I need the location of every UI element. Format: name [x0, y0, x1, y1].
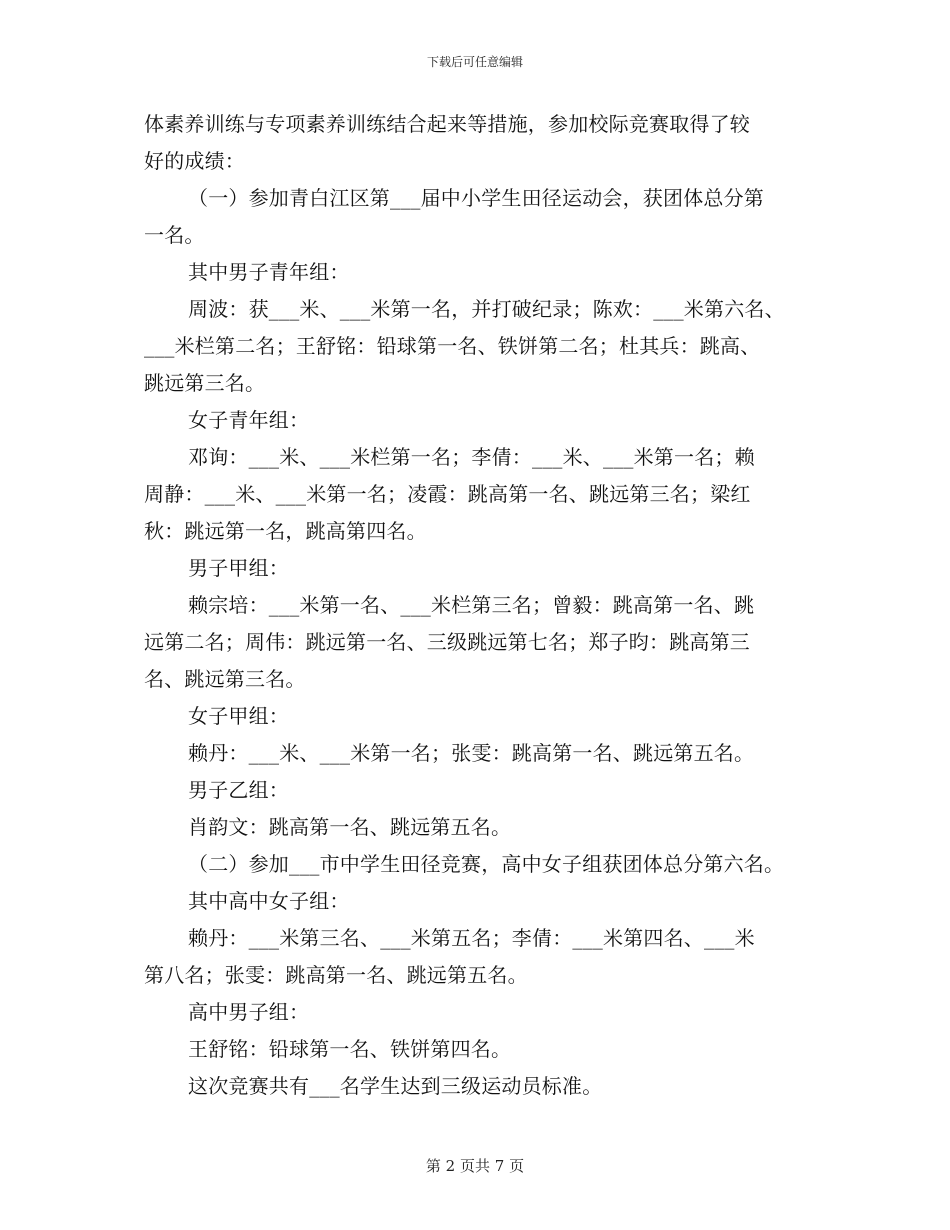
text-line-15: 远第二名；周伟：跳远第一名、三级跳远第七名；郑子昀：跳高第三	[144, 630, 750, 654]
text-line-24: 第八名；张雯：跳高第一名、跳远第五名。	[144, 963, 528, 987]
text-line-9: 女子青年组：	[188, 408, 310, 432]
text-line-4: 一名。	[144, 223, 205, 247]
text-line-26: 王舒铭：铅球第一名、铁饼第四名。	[188, 1037, 512, 1061]
text-line-17: 女子甲组：	[188, 704, 289, 728]
page-header-note: 下载后可任意编辑	[426, 55, 523, 69]
text-line-13: 男子甲组：	[188, 556, 289, 580]
text-line-21: （二）参加___市中学生田径竞赛，高中女子组获团体总分第六名。	[188, 852, 785, 876]
text-line-25: 高中男子组：	[188, 1000, 310, 1024]
text-line-2: 好的成绩：	[144, 149, 245, 173]
text-line-7: ___米栏第二名；王舒铭：铅球第一名、铁饼第二名；杜其兵：跳高、	[144, 334, 761, 358]
text-line-3: （一）参加青白江区第___届中小学生田径运动会，获团体总分第	[188, 186, 764, 210]
text-line-12: 秋：跳远第一名，跳高第四名。	[144, 519, 427, 543]
text-line-10: 邓询：___米、___米栏第一名；李倩：___米、___米第一名；赖	[188, 445, 755, 469]
text-line-20: 肖韵文：跳高第一名、跳远第五名。	[188, 815, 512, 839]
text-line-5: 其中男子青年组：	[188, 260, 350, 284]
text-line-8: 跳远第三名。	[144, 371, 266, 395]
text-line-22: 其中高中女子组：	[188, 889, 350, 913]
text-line-14: 赖宗培：___米第一名、___米栏第三名；曾毅：跳高第一名、跳	[188, 593, 755, 617]
text-line-6: 周波：获___米、___米第一名，并打破纪录；陈欢：___米第六名、	[188, 297, 785, 321]
document-body	[144, 106, 824, 1105]
text-line-16: 名、跳远第三名。	[144, 667, 306, 691]
text-line-19: 男子乙组：	[188, 778, 289, 802]
text-line-18: 赖丹：___米、___米第一名；张雯：跳高第一名、跳远第五名。	[188, 741, 755, 765]
text-line-11: 周静：___米、___米第一名；凌霞：跳高第一名、跳远第三名；梁红	[144, 482, 751, 506]
text-line-23: 赖丹：___米第三名、___米第五名；李倩：___米第四名、___米	[188, 926, 755, 950]
text-line-1: 体素养训练与专项素养训练结合起来等措施，参加校际竞赛取得了较	[144, 112, 750, 136]
page-number: 第 2 页共 7 页	[425, 1157, 525, 1175]
text-line-27: 这次竞赛共有___名学生达到三级运动员标准。	[188, 1074, 603, 1098]
